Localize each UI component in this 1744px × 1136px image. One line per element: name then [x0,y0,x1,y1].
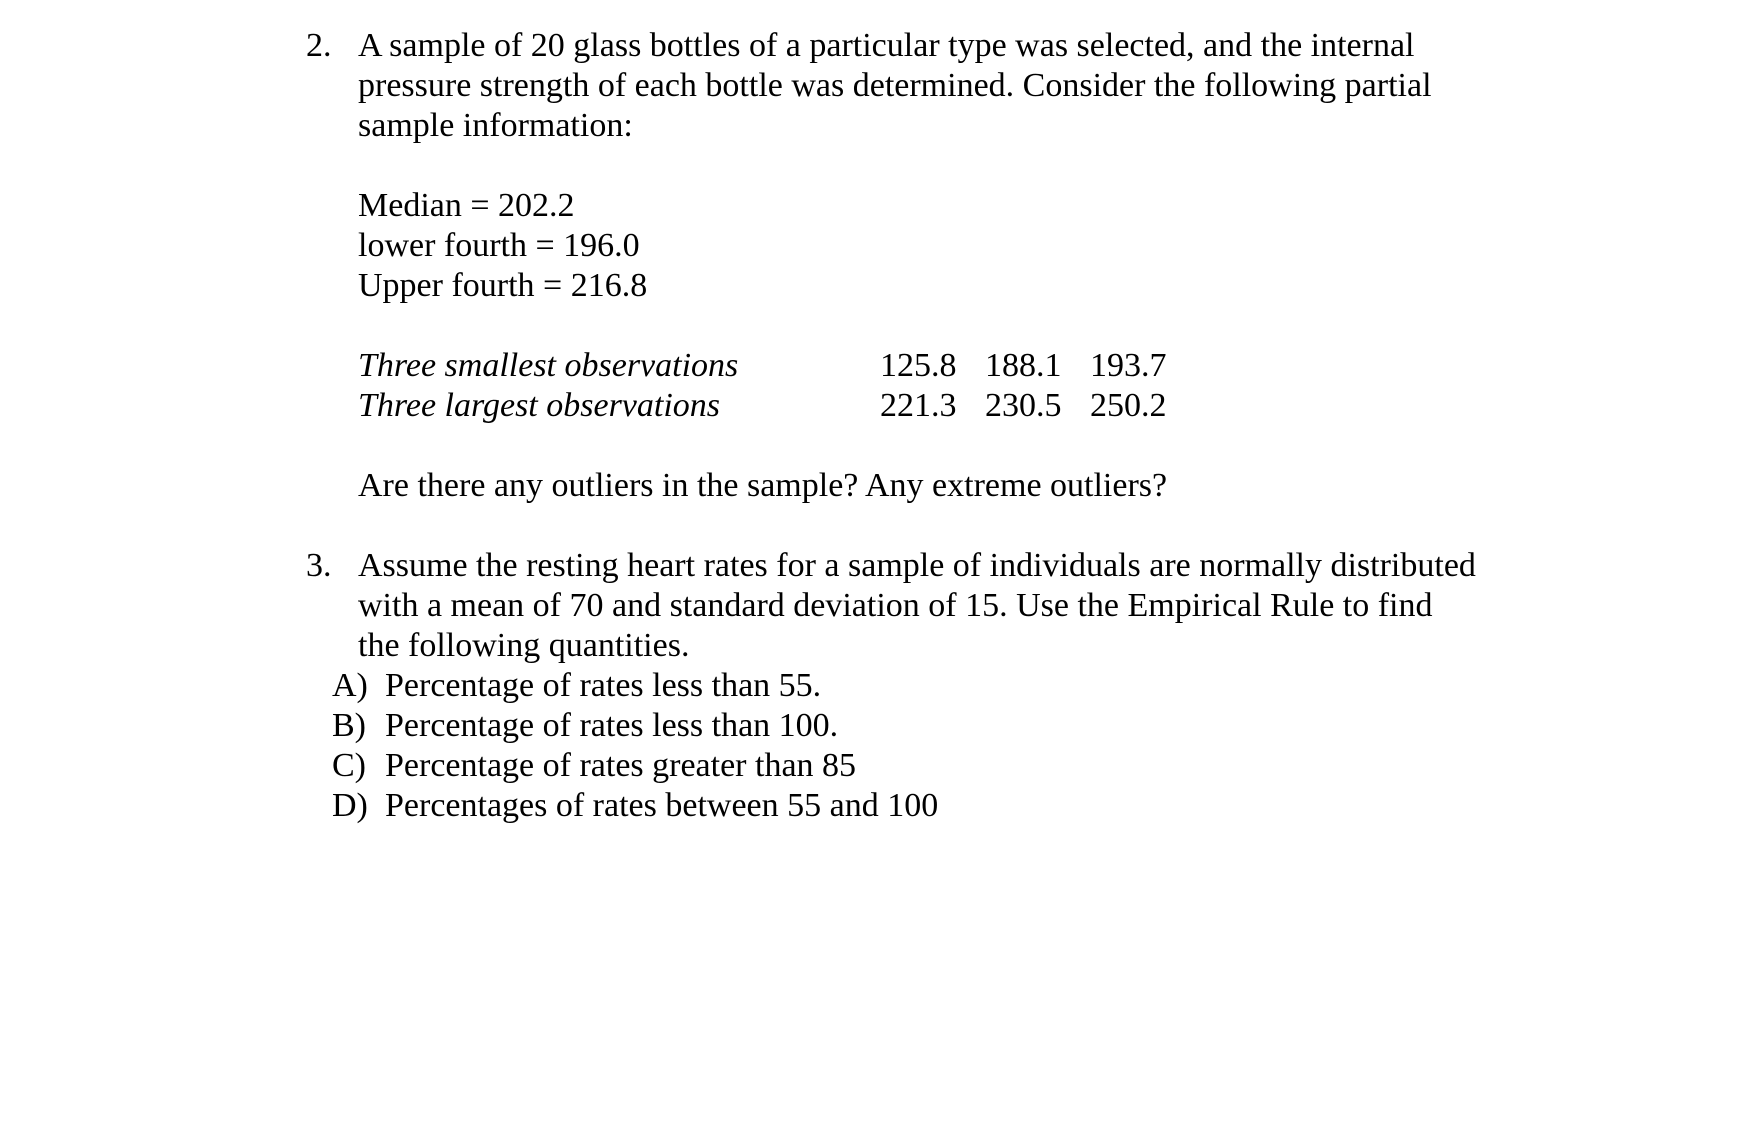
part-a-letter: A) [332,667,368,704]
part-d-text: Percentages of rates between 55 and 100 [385,787,939,824]
question-3-number: 3. [306,547,332,584]
part-b-letter: B) [332,707,366,744]
question-2-text-line-3: sample information: [358,107,633,144]
stat-median: Median = 202.2 [358,187,575,224]
question-2-text-line-2: pressure strength of each bottle was determined. Consider the following partial [358,67,1432,104]
smallest-observation-value: 193.7 [1090,347,1167,384]
smallest-observation-value: 188.1 [985,347,1062,384]
question-2-prompt: Are there any outliers in the sample? Any extreme outliers? [358,467,1168,504]
question-3-text-line-1: Assume the resting heart rates for a sample of individuals are normally distributed [358,547,1476,584]
largest-observations-label: Three largest observations [358,387,721,424]
stat-lower-fourth: lower fourth = 196.0 [358,227,640,264]
stat-upper-fourth: Upper fourth = 216.8 [358,267,648,304]
part-a-text: Percentage of rates less than 55. [385,667,822,704]
largest-observation-value: 230.5 [985,387,1062,424]
part-c-text: Percentage of rates greater than 85 [385,747,857,784]
part-b-text: Percentage of rates less than 100. [385,707,839,744]
question-2-text-line-1: A sample of 20 glass bottles of a particular type was selected, and the internal [358,27,1415,64]
smallest-observations-label: Three smallest observations [358,347,739,384]
largest-observation-value: 221.3 [880,387,957,424]
part-c-letter: C) [332,747,366,784]
question-3-text-line-3: the following quantities. [358,627,690,664]
smallest-observation-value: 125.8 [880,347,957,384]
largest-observation-value: 250.2 [1090,387,1167,424]
part-d-letter: D) [332,787,368,824]
question-3-text-line-2: with a mean of 70 and standard deviation of 15. Use the Empirical Rule to find [358,587,1433,624]
question-2-number: 2. [306,27,332,64]
